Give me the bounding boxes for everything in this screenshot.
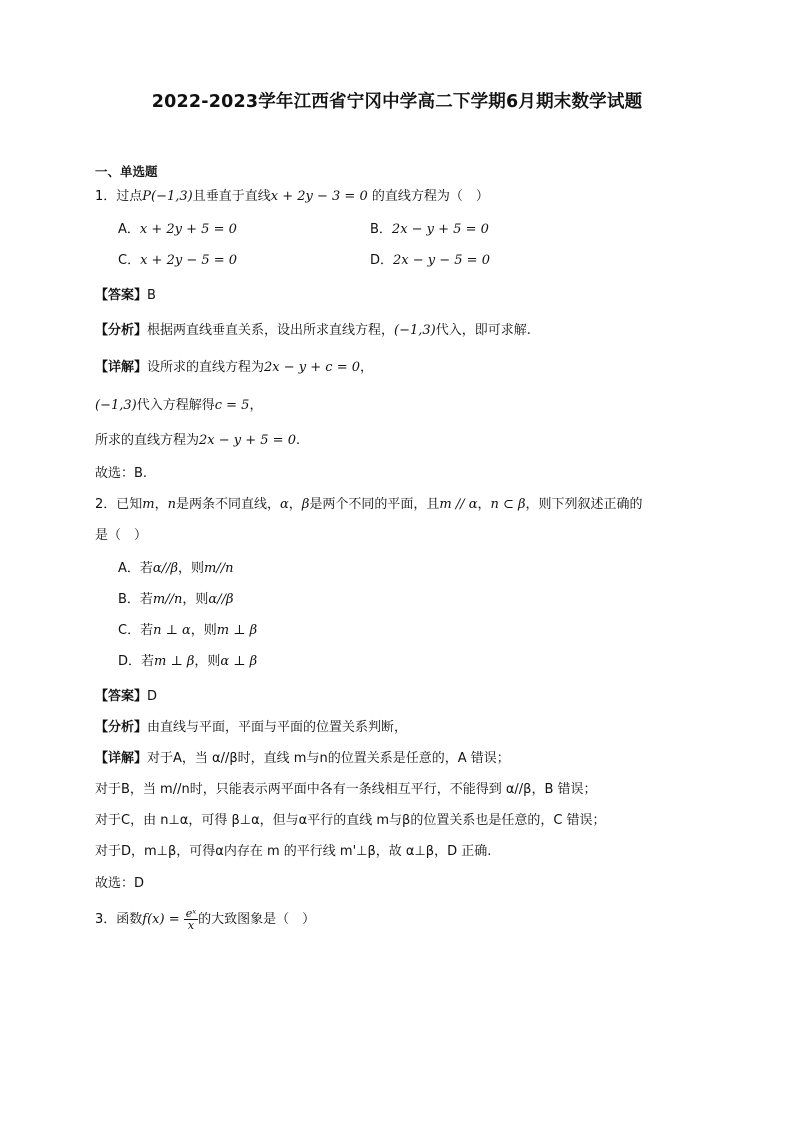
- q2-option-a-c2: m//n: [203, 561, 234, 576]
- q2-answer-tag: 【答案】: [95, 689, 148, 704]
- q1-given-line: x + 2y − 3 = 0: [270, 189, 368, 204]
- q1-detail-tag: 【详解】: [95, 360, 148, 375]
- q3-stem-post: 的大致图象是（ ）: [198, 912, 316, 927]
- q1-option-b: [370, 221, 489, 239]
- q2-detail-1-text: 对于A，当 α//β时，直线 m与n的位置关系是任意的，A 错误；: [147, 751, 510, 766]
- q1-detail-2: [95, 397, 262, 415]
- q2-option-c-c2: m ⊥ β: [216, 623, 258, 638]
- q2-option-d-mid: ，则: [194, 654, 221, 669]
- q1-detail-1-pre: 设所求的直线方程为: [147, 360, 265, 375]
- q3-function: f(x) =: [142, 912, 180, 927]
- q3-fraction-denominator: x: [187, 919, 195, 932]
- q2-option-c-mid: ，则: [190, 623, 217, 638]
- q2-option-d: [118, 653, 257, 671]
- q1-option-c-expr: x + 2y − 5 = 0: [140, 253, 238, 268]
- q1-option-c-label: C．: [118, 253, 141, 268]
- q1-detail-3-pre: 所求的直线方程为: [95, 433, 200, 448]
- q2-option-b: [118, 591, 233, 609]
- q2-option-c-c1: n ⊥ α: [153, 623, 191, 638]
- q1-stem-mid: 且垂直于直线: [192, 189, 271, 204]
- q2-sep-3: ，: [477, 497, 491, 512]
- q3-stem-pre: 3．函数: [95, 912, 143, 927]
- q2-detail-1: [95, 750, 510, 768]
- q1-answer: [95, 287, 156, 305]
- section-heading: 一、单选题: [95, 164, 158, 179]
- q1-conclusion: 故选：B.: [95, 466, 148, 481]
- q2-option-a-c1: α//β: [152, 561, 178, 576]
- q1-option-b-expr: 2x − y + 5 = 0: [391, 222, 489, 237]
- q2-option-c-pre: C．若: [118, 623, 154, 638]
- q1-detail-2-expr: c = 5: [214, 398, 250, 413]
- q1-detail-2-mid: 代入方程解得: [136, 398, 215, 413]
- q2-detail-4: 对于D，m⊥β，可得α内存在 m 的平行线 m'⊥β，故 α⊥β，D 正确.: [95, 844, 492, 859]
- q1-analysis-tag: 【分析】: [95, 323, 148, 338]
- q1-option-d: [370, 252, 490, 270]
- q1-option-a: [118, 221, 237, 239]
- q2-option-b-mid: ，则: [182, 592, 209, 607]
- q1-point: P(−1,3): [142, 189, 193, 204]
- q1-stem-post: 的直线方程为（ ）: [371, 189, 489, 204]
- q2-n: n: [167, 497, 176, 512]
- q2-option-a-pre: A．若: [118, 561, 153, 576]
- q2-analysis-text: 由直线与平面，平面与平面的位置关系判断，: [147, 720, 408, 735]
- q1-detail-1-expr: 2x − y + c = 0: [264, 360, 361, 375]
- q2-stem-3: 是两个不同的平面，且: [309, 497, 440, 512]
- q1-detail-3-expr: 2x − y + 5 = 0: [199, 433, 296, 448]
- q2-answer: [95, 688, 157, 706]
- q2-sep-1: ，: [154, 497, 168, 512]
- q2-analysis-tag: 【分析】: [95, 720, 148, 735]
- q2-cond-1: m // α: [439, 497, 478, 512]
- q1-analysis-post: 代入，即可求解.: [435, 323, 531, 338]
- q1-option-d-label: D．: [370, 253, 394, 268]
- q1-analysis: [95, 322, 531, 340]
- q2-detail-2: 对于B，当 m//n时，只能表示两平面中各有一条线相互平行，不能得到 α//β，B 错误；: [95, 782, 597, 797]
- q2-stem: [95, 496, 643, 514]
- q1-detail-1-post: ，: [360, 360, 374, 375]
- q1-analysis-point: (−1,3): [394, 323, 436, 338]
- q2-stem-line-2: 是（ ）: [95, 528, 148, 543]
- q1-answer-tag: 【答案】: [95, 288, 148, 303]
- q2-beta: β: [301, 497, 310, 512]
- q2-analysis: [95, 719, 407, 737]
- q2-option-c: [118, 622, 257, 640]
- q2-option-b-c1: m//n: [152, 592, 183, 607]
- q1-option-c: [118, 252, 237, 270]
- q1-stem: [95, 188, 489, 206]
- q1-option-a-label: A．: [118, 222, 140, 237]
- q1-detail-3: [95, 432, 300, 450]
- q2-option-d-c2: α ⊥ β: [220, 654, 258, 669]
- q2-option-d-pre: D．若: [118, 654, 155, 669]
- q3-fraction-numerator: eˣ: [185, 907, 197, 920]
- q2-cond-2: n ⊂ β: [490, 497, 526, 512]
- q2-option-d-c1: m ⊥ β: [154, 654, 195, 669]
- q2-option-b-pre: B．若: [118, 592, 153, 607]
- q1-detail-2-point: (−1,3): [95, 398, 137, 413]
- q3-stem: [95, 908, 315, 931]
- q2-stem-4: ，则下列叙述正确的: [525, 497, 643, 512]
- q1-detail-2-post: ，: [249, 398, 263, 413]
- q1-option-d-expr: 2x − y − 5 = 0: [393, 253, 490, 268]
- q3-fraction: [184, 908, 198, 931]
- q1-analysis-pre: 根据两直线垂直关系，设出所求直线方程，: [147, 323, 395, 338]
- q2-option-b-c2: α//β: [208, 592, 234, 607]
- q2-stem-2: 是两条不同直线，: [176, 497, 281, 512]
- page-title: 2022-2023学年江西省宁冈中学高二下学期6月期末数学试题: [151, 92, 643, 112]
- q1-detail-1: [95, 359, 373, 377]
- q2-m: m: [142, 497, 155, 512]
- q2-alpha: α: [280, 497, 289, 512]
- q2-sep-2: ，: [288, 497, 302, 512]
- q2-option-a-mid: ，则: [177, 561, 204, 576]
- q1-detail-3-post: .: [295, 433, 301, 448]
- q1-option-b-label: B．: [370, 222, 392, 237]
- q2-answer-value: D: [147, 689, 158, 704]
- q1-option-a-expr: x + 2y + 5 = 0: [139, 222, 237, 237]
- q1-stem-pre: 1．过点: [95, 189, 143, 204]
- q1-answer-value: B: [147, 288, 156, 303]
- q2-detail-tag: 【详解】: [95, 751, 148, 766]
- q2-stem-1: 2．已知: [95, 497, 143, 512]
- q2-detail-3: 对于C，由 n⊥α，可得 β⊥α，但与α平行的直线 m与β的位置关系也是任意的，C 错误；: [95, 813, 606, 828]
- q2-conclusion: 故选：D: [95, 876, 145, 891]
- q2-option-a: [118, 560, 233, 578]
